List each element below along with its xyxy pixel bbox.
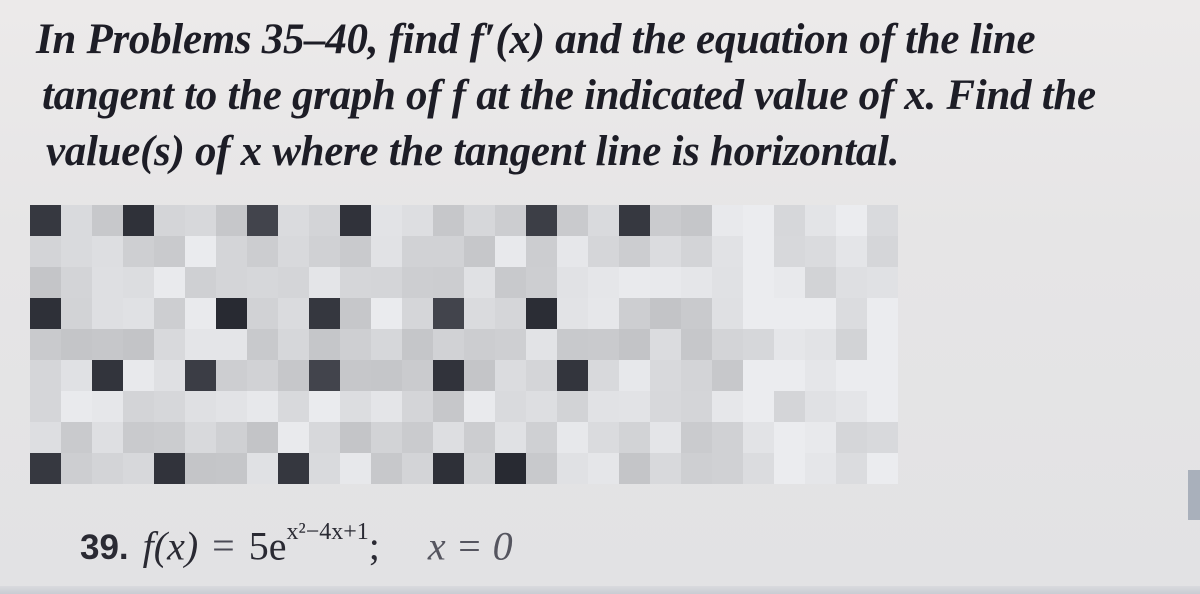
pixel-tile <box>92 391 123 422</box>
pixel-tile <box>588 422 619 453</box>
pixel-tile <box>123 422 154 453</box>
pixel-tile <box>92 360 123 391</box>
pixel-tile <box>61 453 92 484</box>
pixel-tile <box>309 422 340 453</box>
pixel-tile <box>526 329 557 360</box>
pixel-tile <box>247 267 278 298</box>
pixel-tile <box>30 236 61 267</box>
pixel-tile <box>774 360 805 391</box>
pixel-tile <box>712 236 743 267</box>
pixel-tile <box>123 391 154 422</box>
pixel-tile <box>309 236 340 267</box>
pixel-tile <box>805 453 836 484</box>
pixel-tile <box>247 298 278 329</box>
pixel-tile <box>743 391 774 422</box>
pixel-tile <box>743 298 774 329</box>
pixel-tile <box>61 360 92 391</box>
pixel-tile <box>836 329 867 360</box>
pixel-tile <box>464 205 495 236</box>
pixel-tile <box>154 205 185 236</box>
pixel-tile <box>278 391 309 422</box>
pixel-tile <box>371 205 402 236</box>
pixel-tile <box>619 267 650 298</box>
pixel-tile <box>650 360 681 391</box>
pixel-tile <box>61 205 92 236</box>
pixel-tile <box>774 298 805 329</box>
pixel-tile <box>433 205 464 236</box>
pixel-tile <box>247 453 278 484</box>
pixel-tile <box>154 267 185 298</box>
pixel-tile <box>867 267 898 298</box>
instructions-line-1: In Problems 35–40, find f′(x) and the equation of the line <box>36 16 1036 63</box>
pixel-tile <box>402 422 433 453</box>
pixel-tile <box>650 267 681 298</box>
pixel-tile <box>743 267 774 298</box>
pixel-tile <box>495 391 526 422</box>
pixel-tile <box>526 205 557 236</box>
pixel-tile <box>30 391 61 422</box>
pixel-tile <box>836 205 867 236</box>
pixel-tile <box>247 360 278 391</box>
pixel-tile <box>712 422 743 453</box>
pixel-tile <box>278 422 309 453</box>
pixel-tile <box>557 329 588 360</box>
pixel-tile <box>743 360 774 391</box>
pixel-tile <box>712 298 743 329</box>
page-edge-shadow <box>1188 470 1200 520</box>
pixel-tile <box>61 422 92 453</box>
pixel-tile <box>309 391 340 422</box>
pixel-tile <box>123 360 154 391</box>
pixel-tile <box>185 453 216 484</box>
pixel-tile <box>588 453 619 484</box>
pixel-tile <box>61 391 92 422</box>
pixel-tile <box>619 360 650 391</box>
pixel-tile <box>61 236 92 267</box>
pixel-tile <box>216 360 247 391</box>
pixel-tile <box>154 422 185 453</box>
pixel-tile <box>712 360 743 391</box>
pixel-tile <box>619 422 650 453</box>
pixel-tile <box>805 236 836 267</box>
pixel-tile <box>340 329 371 360</box>
instructions-line-2: tangent to the graph of f at the indicated value of x. Find the <box>42 72 1096 119</box>
pixel-tile <box>309 267 340 298</box>
pixel-tile <box>650 298 681 329</box>
pixel-tile <box>247 391 278 422</box>
pixel-tile <box>588 298 619 329</box>
pixel-tile <box>526 391 557 422</box>
pixel-tile <box>681 422 712 453</box>
pixel-tile <box>402 267 433 298</box>
pixel-tile <box>154 236 185 267</box>
pixel-tile <box>557 360 588 391</box>
pixel-tile <box>216 391 247 422</box>
pixel-tile <box>743 236 774 267</box>
pixel-tile <box>278 298 309 329</box>
pixel-tile <box>526 422 557 453</box>
pixel-tile <box>371 360 402 391</box>
instructions-line-3: value(s) of x where the tangent line is horizontal. <box>46 128 900 175</box>
coefficient-base: 5e <box>248 523 287 569</box>
pixel-tile <box>743 453 774 484</box>
pixel-tile <box>619 453 650 484</box>
pixel-tile <box>774 453 805 484</box>
separator: ; <box>368 523 380 569</box>
pixel-tile <box>216 329 247 360</box>
pixel-tile <box>650 391 681 422</box>
pixel-tile <box>278 360 309 391</box>
pixel-tile <box>526 236 557 267</box>
pixel-tile <box>743 205 774 236</box>
pixel-tile <box>247 205 278 236</box>
pixel-tile <box>712 329 743 360</box>
pixel-tile <box>402 298 433 329</box>
pixel-tile <box>619 298 650 329</box>
pixel-tile <box>309 360 340 391</box>
pixel-tile <box>216 453 247 484</box>
pixel-tile <box>681 205 712 236</box>
pixel-tile <box>805 360 836 391</box>
pixel-tile <box>154 391 185 422</box>
pixel-tile <box>247 329 278 360</box>
pixel-tile <box>402 236 433 267</box>
pixel-tile <box>526 267 557 298</box>
pixel-tile <box>774 236 805 267</box>
pixelated-redaction <box>30 205 930 495</box>
pixel-tile <box>247 236 278 267</box>
pixel-tile <box>433 453 464 484</box>
pixel-tile <box>278 453 309 484</box>
pixel-tile <box>495 298 526 329</box>
pixel-tile <box>805 205 836 236</box>
pixel-tile <box>371 267 402 298</box>
pixel-tile <box>836 267 867 298</box>
pixel-tile <box>557 453 588 484</box>
pixel-tile <box>371 329 402 360</box>
pixel-tile <box>836 298 867 329</box>
pixel-tile <box>30 453 61 484</box>
pixel-tile <box>30 329 61 360</box>
pixel-tile <box>681 453 712 484</box>
pixel-tile <box>402 205 433 236</box>
exponent: x²−4x+1 <box>286 519 369 545</box>
pixel-tile <box>92 453 123 484</box>
pixel-tile <box>836 391 867 422</box>
pixel-tile <box>185 267 216 298</box>
pixel-tile <box>774 329 805 360</box>
pixel-tile <box>30 298 61 329</box>
pixel-tile <box>154 360 185 391</box>
pixel-tile <box>278 329 309 360</box>
pixel-tile <box>92 267 123 298</box>
pixel-tile <box>805 422 836 453</box>
pixel-tile <box>495 453 526 484</box>
pixel-tile <box>247 422 278 453</box>
pixel-tile <box>588 205 619 236</box>
pixel-tile <box>526 453 557 484</box>
pixel-tile <box>340 267 371 298</box>
pixel-tile <box>154 298 185 329</box>
pixel-tile <box>340 422 371 453</box>
pixel-tile <box>712 391 743 422</box>
pixel-tile <box>867 205 898 236</box>
equals-sign: = <box>212 523 235 569</box>
pixel-tile <box>278 205 309 236</box>
pixel-tile <box>371 298 402 329</box>
pixel-tile <box>743 422 774 453</box>
pixel-tile <box>278 267 309 298</box>
pixel-tile <box>681 360 712 391</box>
pixel-tile <box>650 205 681 236</box>
pixel-tile <box>650 236 681 267</box>
pixel-tile <box>464 360 495 391</box>
pixel-tile <box>619 391 650 422</box>
pixel-tile <box>371 236 402 267</box>
pixel-tile <box>650 422 681 453</box>
pixel-tile <box>526 298 557 329</box>
pixel-tile <box>867 236 898 267</box>
pixel-tile <box>743 329 774 360</box>
pixel-tile <box>123 267 154 298</box>
pixel-tile <box>464 453 495 484</box>
pixel-tile <box>557 205 588 236</box>
pixel-tile <box>309 298 340 329</box>
pixel-tile <box>61 329 92 360</box>
pixel-tile <box>185 329 216 360</box>
pixel-tile <box>836 422 867 453</box>
pixel-tile <box>278 236 309 267</box>
pixel-tile <box>681 267 712 298</box>
pixel-tile <box>433 267 464 298</box>
pixel-tile <box>495 329 526 360</box>
pixel-tile <box>867 298 898 329</box>
pixel-tile <box>216 422 247 453</box>
pixel-tile <box>154 329 185 360</box>
pixel-tile <box>30 360 61 391</box>
pixel-tile <box>30 205 61 236</box>
pixel-tile <box>92 422 123 453</box>
pixel-tile <box>402 329 433 360</box>
pixel-tile <box>433 422 464 453</box>
pixel-tile <box>650 453 681 484</box>
pixel-tile <box>340 236 371 267</box>
pixel-tile <box>495 267 526 298</box>
pixel-tile <box>557 391 588 422</box>
pixel-tile <box>340 453 371 484</box>
pixel-tile <box>402 453 433 484</box>
pixel-tile <box>464 391 495 422</box>
pixel-tile <box>867 329 898 360</box>
pixel-tile <box>340 205 371 236</box>
pixel-tile <box>433 329 464 360</box>
pixel-tile <box>30 422 61 453</box>
pixel-tile <box>588 360 619 391</box>
pixel-tile <box>619 236 650 267</box>
pixel-tile <box>588 391 619 422</box>
pixel-tile <box>340 298 371 329</box>
pixel-tile <box>371 453 402 484</box>
pixel-tile <box>557 422 588 453</box>
pixel-tile <box>402 360 433 391</box>
pixel-tile <box>588 267 619 298</box>
pixel-tile <box>557 298 588 329</box>
pixel-tile <box>123 205 154 236</box>
pixel-tile <box>309 329 340 360</box>
pixel-tile <box>712 453 743 484</box>
page-bottom-edge <box>0 586 1200 594</box>
problem-39 <box>80 508 513 578</box>
pixel-tile <box>123 298 154 329</box>
pixel-tile <box>433 360 464 391</box>
pixel-tile <box>619 205 650 236</box>
problem-number: 39. <box>80 528 129 568</box>
pixel-tile <box>836 236 867 267</box>
problem-set-instructions <box>36 12 1156 180</box>
pixel-tile <box>836 453 867 484</box>
pixel-tile <box>61 267 92 298</box>
pixel-tile <box>402 391 433 422</box>
pixel-tile <box>526 360 557 391</box>
pixel-tile <box>185 422 216 453</box>
pixel-tile <box>185 391 216 422</box>
pixel-tile <box>805 329 836 360</box>
pixel-tile <box>185 236 216 267</box>
pixel-tile <box>867 453 898 484</box>
pixel-tile <box>464 329 495 360</box>
pixel-tile <box>867 391 898 422</box>
pixel-tile <box>309 453 340 484</box>
pixel-tile <box>495 236 526 267</box>
pixel-tile <box>712 267 743 298</box>
pixel-tile <box>774 267 805 298</box>
pixel-tile <box>61 298 92 329</box>
pixel-tile <box>557 267 588 298</box>
pixel-tile <box>681 298 712 329</box>
pixel-tile <box>805 391 836 422</box>
pixel-tile <box>464 298 495 329</box>
pixel-tile <box>588 329 619 360</box>
pixel-tile <box>154 453 185 484</box>
pixel-tile <box>774 422 805 453</box>
pixel-tile <box>216 298 247 329</box>
function-name: f(x) <box>142 523 199 569</box>
pixel-tile <box>557 236 588 267</box>
pixel-tile <box>681 329 712 360</box>
pixel-tile <box>30 267 61 298</box>
pixel-tile <box>805 298 836 329</box>
pixel-tile <box>123 236 154 267</box>
pixel-tile <box>774 205 805 236</box>
pixel-tile <box>371 391 402 422</box>
pixel-tile <box>774 391 805 422</box>
pixel-tile <box>123 329 154 360</box>
pixel-tile <box>495 360 526 391</box>
pixel-tile <box>123 453 154 484</box>
pixel-tile <box>681 391 712 422</box>
pixel-tile <box>216 267 247 298</box>
pixel-tile <box>216 236 247 267</box>
pixel-tile <box>92 236 123 267</box>
pixel-tile <box>185 360 216 391</box>
pixel-tile <box>681 236 712 267</box>
pixel-tile <box>650 329 681 360</box>
evaluation-point: x = 0 <box>427 523 513 569</box>
pixel-tile <box>433 236 464 267</box>
pixel-tile <box>371 422 402 453</box>
pixel-tile <box>495 422 526 453</box>
pixel-tile <box>92 205 123 236</box>
pixel-tile <box>185 298 216 329</box>
pixel-tile <box>340 391 371 422</box>
pixel-tile <box>433 298 464 329</box>
pixel-tile <box>805 267 836 298</box>
pixel-tile <box>216 205 247 236</box>
pixel-tile <box>588 236 619 267</box>
pixel-tile <box>92 329 123 360</box>
pixel-tile <box>619 329 650 360</box>
pixel-tile <box>836 360 867 391</box>
pixel-tile <box>712 205 743 236</box>
pixel-tile <box>495 205 526 236</box>
pixel-tile <box>464 422 495 453</box>
pixel-tile <box>92 298 123 329</box>
pixel-tile <box>464 236 495 267</box>
pixel-tile <box>464 267 495 298</box>
pixel-tile <box>433 391 464 422</box>
pixel-tile <box>340 360 371 391</box>
pixel-tile <box>185 205 216 236</box>
pixel-tile <box>867 360 898 391</box>
pixel-tile <box>309 205 340 236</box>
pixel-tile <box>867 422 898 453</box>
